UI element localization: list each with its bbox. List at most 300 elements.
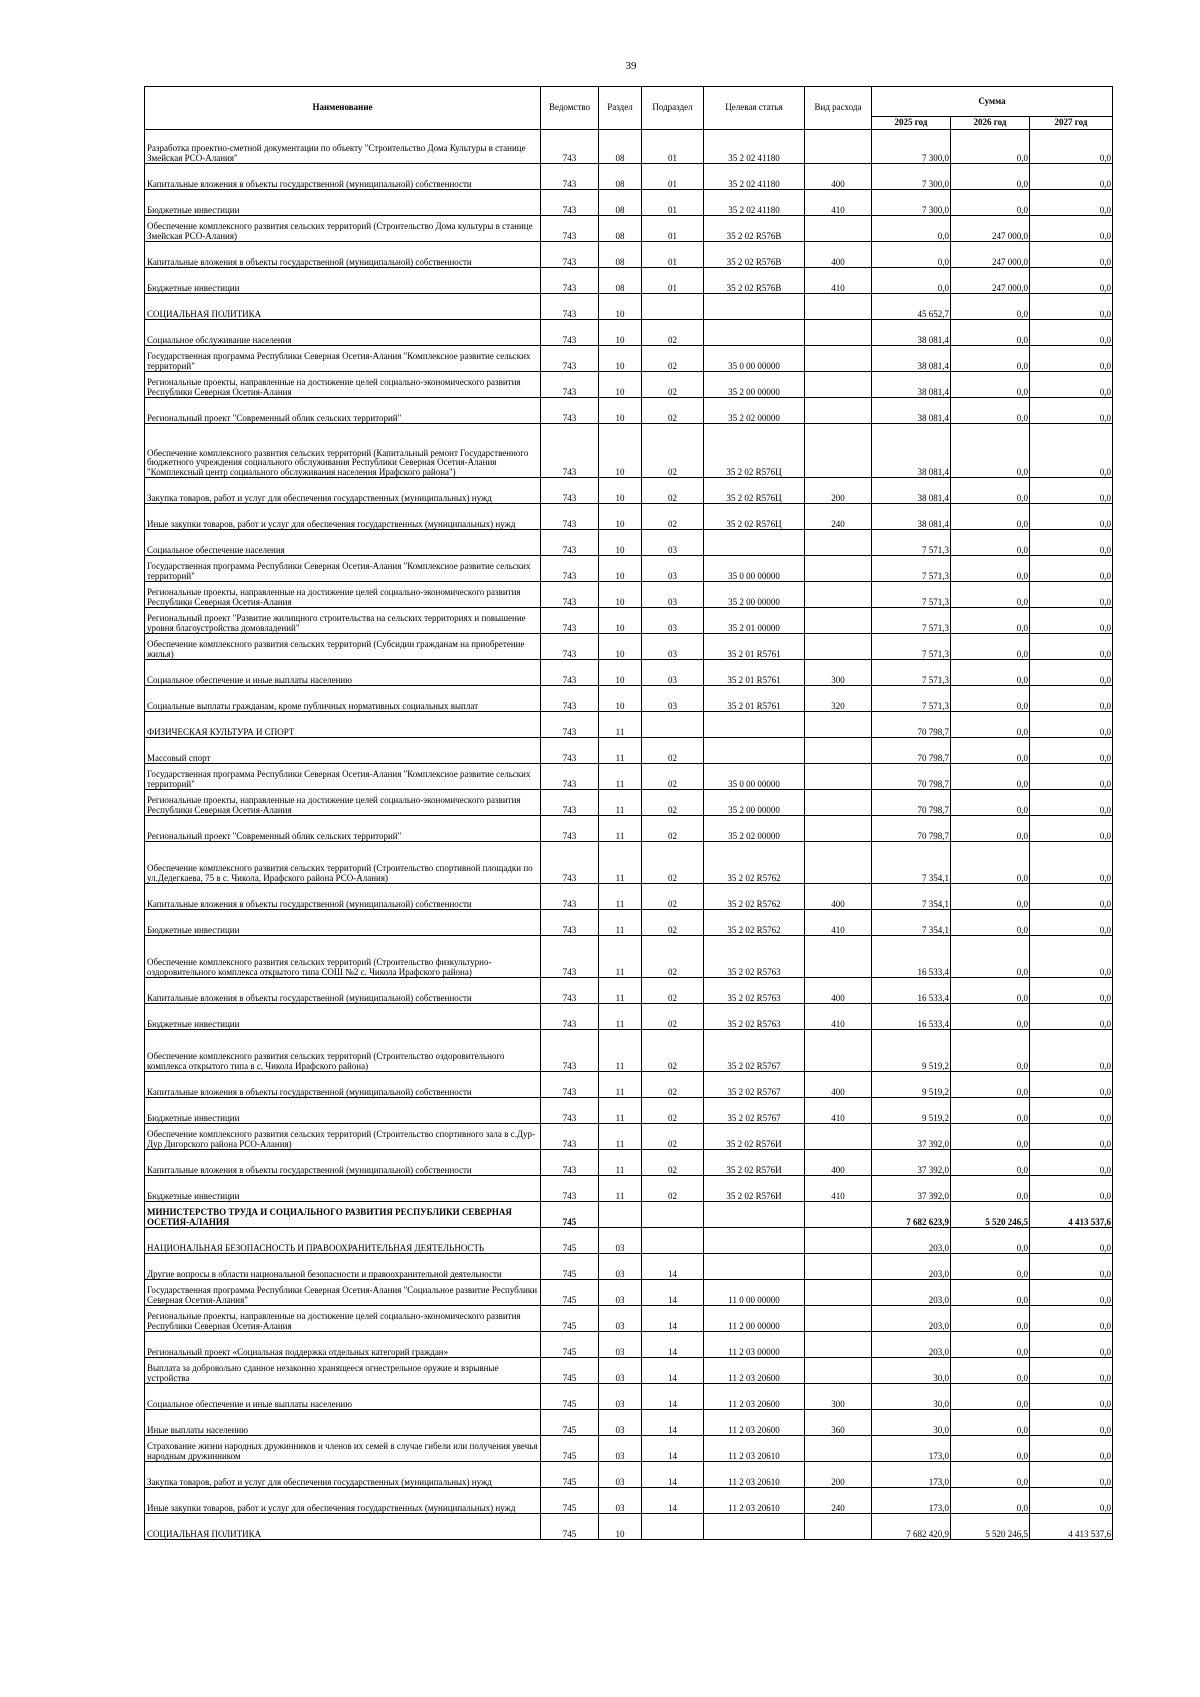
cell-vid-raskhoda — [805, 712, 872, 738]
cell-podrazdel: 14 — [642, 1358, 704, 1384]
table-row — [145, 1072, 1113, 1098]
cell-sum-2026: 0,0 — [951, 190, 1030, 216]
cell-sum-2026: 0,0 — [951, 1072, 1030, 1098]
cell-sum-2027: 0,0 — [1030, 1254, 1113, 1280]
cell-sum-2026: 247 000,0 — [951, 216, 1030, 242]
cell-name: Другие вопросы в области национальной безопасности и правоохранительной деятельности — [145, 1254, 541, 1280]
cell-sum-2027: 0,0 — [1030, 790, 1113, 816]
cell-vid-raskhoda — [805, 842, 872, 884]
cell-sum-2026: 0,0 — [951, 816, 1030, 842]
cell-sum-2026: 0,0 — [951, 346, 1030, 372]
cell-celevaya-statya — [704, 320, 805, 346]
cell-razdel: 11 — [599, 910, 642, 936]
table-row — [145, 842, 1113, 884]
cell-podrazdel: 02 — [642, 398, 704, 424]
cell-sum-2027: 0,0 — [1030, 1030, 1113, 1072]
cell-sum-2027: 0,0 — [1030, 842, 1113, 884]
cell-vid-raskhoda: 240 — [805, 504, 872, 530]
table-row — [145, 1514, 1113, 1540]
cell-celevaya-statya: 35 2 02 41180 — [704, 190, 805, 216]
cell-vid-raskhoda: 240 — [805, 1488, 872, 1514]
cell-sum-2027: 0,0 — [1030, 582, 1113, 608]
cell-vedomstvo: 743 — [541, 190, 599, 216]
table-row — [145, 504, 1113, 530]
cell-name: Обеспечение комплексного развития сельских территорий (Строительство физкультурно-оздоровительного комплекса открытого типа СОШ №2 с. Чикола Ирафского района) — [145, 936, 541, 978]
cell-podrazdel: 01 — [642, 190, 704, 216]
cell-vid-raskhoda: 200 — [805, 478, 872, 504]
cell-podrazdel: 14 — [642, 1306, 704, 1332]
cell-podrazdel: 02 — [642, 1098, 704, 1124]
cell-sum-2027: 0,0 — [1030, 738, 1113, 764]
cell-vedomstvo: 743 — [541, 1004, 599, 1030]
cell-podrazdel: 02 — [642, 320, 704, 346]
cell-sum-2025: 7 571,3 — [872, 634, 951, 660]
cell-name: Региональные проекты, направленные на достижение целей социально-экономического развития Республики Северная Осетия-Алания — [145, 790, 541, 816]
cell-razdel: 10 — [599, 608, 642, 634]
cell-sum-2025: 38 081,4 — [872, 424, 951, 478]
cell-razdel: 10 — [599, 320, 642, 346]
cell-sum-2027: 0,0 — [1030, 1436, 1113, 1462]
cell-razdel: 11 — [599, 1072, 642, 1098]
cell-razdel: 11 — [599, 884, 642, 910]
cell-podrazdel: 14 — [642, 1462, 704, 1488]
cell-vid-raskhoda: 300 — [805, 1384, 872, 1410]
cell-sum-2025: 7 571,3 — [872, 660, 951, 686]
cell-podrazdel: 03 — [642, 686, 704, 712]
header-podrazdel: Подраздел — [642, 87, 704, 130]
cell-name: Капитальные вложения в объекты государственной (муниципальной) собственности — [145, 242, 541, 268]
header-vedomstvo: Ведомство — [541, 87, 599, 130]
cell-vedomstvo: 745 — [541, 1488, 599, 1514]
cell-vedomstvo: 743 — [541, 320, 599, 346]
table-row — [145, 1202, 1113, 1228]
cell-sum-2025: 38 081,4 — [872, 504, 951, 530]
cell-sum-2025: 0,0 — [872, 216, 951, 242]
cell-podrazdel: 02 — [642, 1124, 704, 1150]
cell-sum-2026: 0,0 — [951, 936, 1030, 978]
cell-name: Социальное обеспечение и иные выплаты населению — [145, 660, 541, 686]
cell-sum-2027: 0,0 — [1030, 242, 1113, 268]
cell-sum-2025: 7 682 420,9 — [872, 1514, 951, 1540]
cell-podrazdel: 02 — [642, 978, 704, 1004]
cell-celevaya-statya: 35 2 02 41180 — [704, 130, 805, 164]
cell-name: Капитальные вложения в объекты государственной (муниципальной) собственности — [145, 164, 541, 190]
cell-sum-2027: 0,0 — [1030, 712, 1113, 738]
cell-razdel: 08 — [599, 164, 642, 190]
cell-sum-2026: 0,0 — [951, 712, 1030, 738]
cell-vid-raskhoda — [805, 608, 872, 634]
cell-sum-2027: 0,0 — [1030, 268, 1113, 294]
header-razdel: Раздел — [599, 87, 642, 130]
cell-vid-raskhoda — [805, 398, 872, 424]
cell-razdel: 10 — [599, 530, 642, 556]
cell-sum-2026: 247 000,0 — [951, 242, 1030, 268]
cell-sum-2026: 0,0 — [951, 842, 1030, 884]
cell-vedomstvo: 743 — [541, 478, 599, 504]
cell-name: Капитальные вложения в объекты государственной (муниципальной) собственности — [145, 1150, 541, 1176]
cell-vedomstvo: 745 — [541, 1384, 599, 1410]
cell-sum-2025: 203,0 — [872, 1332, 951, 1358]
cell-vedomstvo: 743 — [541, 1124, 599, 1150]
cell-razdel: 11 — [599, 1098, 642, 1124]
cell-name: Капитальные вложения в объекты государственной (муниципальной) собственности — [145, 978, 541, 1004]
cell-vid-raskhoda: 300 — [805, 660, 872, 686]
cell-razdel: 03 — [599, 1488, 642, 1514]
cell-sum-2026: 0,0 — [951, 978, 1030, 1004]
cell-sum-2025: 7 354,1 — [872, 884, 951, 910]
cell-razdel: 08 — [599, 242, 642, 268]
cell-razdel: 03 — [599, 1306, 642, 1332]
cell-vid-raskhoda — [805, 816, 872, 842]
cell-sum-2025: 70 798,7 — [872, 816, 951, 842]
cell-sum-2027: 0,0 — [1030, 216, 1113, 242]
cell-vedomstvo: 743 — [541, 816, 599, 842]
cell-razdel — [599, 1202, 642, 1228]
cell-celevaya-statya: 35 2 01 R5761 — [704, 660, 805, 686]
cell-razdel: 10 — [599, 582, 642, 608]
budget-table — [144, 86, 1113, 1540]
cell-vid-raskhoda: 400 — [805, 978, 872, 1004]
cell-sum-2026: 0,0 — [951, 1030, 1030, 1072]
cell-vedomstvo: 743 — [541, 424, 599, 478]
cell-vedomstvo: 745 — [541, 1202, 599, 1228]
table-row — [145, 530, 1113, 556]
cell-celevaya-statya: 35 2 02 R5763 — [704, 936, 805, 978]
cell-vid-raskhoda — [805, 1202, 872, 1228]
cell-name: Региональные проекты, направленные на достижение целей социально-экономического развития Республики Северная Осетия-Алания — [145, 372, 541, 398]
cell-vid-raskhoda: 400 — [805, 1072, 872, 1098]
header-name: Наименование — [145, 87, 541, 130]
cell-celevaya-statya — [704, 1514, 805, 1540]
cell-sum-2026: 0,0 — [951, 1280, 1030, 1306]
cell-sum-2027: 0,0 — [1030, 634, 1113, 660]
cell-vid-raskhoda — [805, 936, 872, 978]
table-row — [145, 1176, 1113, 1202]
cell-celevaya-statya: 35 2 02 R576Ц — [704, 478, 805, 504]
cell-sum-2025: 0,0 — [872, 268, 951, 294]
cell-vid-raskhoda — [805, 1254, 872, 1280]
table-row — [145, 478, 1113, 504]
cell-sum-2027: 0,0 — [1030, 504, 1113, 530]
cell-sum-2026: 0,0 — [951, 1384, 1030, 1410]
cell-celevaya-statya: 35 2 02 R576В — [704, 216, 805, 242]
cell-podrazdel: 01 — [642, 130, 704, 164]
cell-vedomstvo: 745 — [541, 1254, 599, 1280]
cell-celevaya-statya: 35 2 02 41180 — [704, 164, 805, 190]
cell-sum-2025: 173,0 — [872, 1462, 951, 1488]
cell-vedomstvo: 743 — [541, 634, 599, 660]
table-row — [145, 582, 1113, 608]
table-row — [145, 424, 1113, 478]
cell-vedomstvo: 745 — [541, 1514, 599, 1540]
cell-razdel: 03 — [599, 1462, 642, 1488]
cell-sum-2025: 37 392,0 — [872, 1124, 951, 1150]
cell-podrazdel: 14 — [642, 1384, 704, 1410]
cell-sum-2027: 0,0 — [1030, 398, 1113, 424]
cell-name: Региональные проекты, направленные на достижение целей социально-экономического развития Республики Северная Осетия-Алания — [145, 1306, 541, 1332]
cell-celevaya-statya: 35 2 00 00000 — [704, 582, 805, 608]
cell-sum-2026: 0,0 — [951, 320, 1030, 346]
cell-vedomstvo: 743 — [541, 1098, 599, 1124]
cell-podrazdel: 03 — [642, 660, 704, 686]
cell-razdel: 11 — [599, 738, 642, 764]
cell-sum-2025: 38 081,4 — [872, 346, 951, 372]
cell-vid-raskhoda — [805, 346, 872, 372]
cell-podrazdel: 01 — [642, 164, 704, 190]
cell-sum-2027: 0,0 — [1030, 346, 1113, 372]
table-row — [145, 660, 1113, 686]
cell-vedomstvo: 743 — [541, 1150, 599, 1176]
cell-vedomstvo: 743 — [541, 582, 599, 608]
cell-podrazdel: 02 — [642, 1030, 704, 1072]
cell-vedomstvo: 743 — [541, 164, 599, 190]
cell-sum-2026: 0,0 — [951, 1488, 1030, 1514]
cell-vedomstvo: 743 — [541, 130, 599, 164]
cell-razdel: 08 — [599, 190, 642, 216]
cell-sum-2026: 0,0 — [951, 1462, 1030, 1488]
cell-sum-2026: 0,0 — [951, 1228, 1030, 1254]
cell-name: Обеспечение комплексного развития сельских территорий (Строительство спортивного зала в с.Дур-Дур Дигорского района РСО-Алания) — [145, 1124, 541, 1150]
cell-vid-raskhoda — [805, 738, 872, 764]
cell-sum-2025: 7 571,3 — [872, 530, 951, 556]
table-row — [145, 372, 1113, 398]
cell-celevaya-statya: 35 2 01 R5761 — [704, 686, 805, 712]
cell-vedomstvo: 743 — [541, 268, 599, 294]
cell-razdel: 11 — [599, 816, 642, 842]
cell-razdel: 11 — [599, 1124, 642, 1150]
cell-sum-2027: 4 413 537,6 — [1030, 1202, 1113, 1228]
cell-sum-2025: 7 300,0 — [872, 164, 951, 190]
cell-celevaya-statya — [704, 738, 805, 764]
cell-celevaya-statya: 35 0 00 00000 — [704, 556, 805, 582]
cell-vedomstvo: 745 — [541, 1306, 599, 1332]
cell-name: Государственная программа Республики Северная Осетия-Алания "Комплексное развитие сельских территорий" — [145, 556, 541, 582]
cell-podrazdel: 02 — [642, 478, 704, 504]
table-row — [145, 1436, 1113, 1462]
table-row — [145, 268, 1113, 294]
cell-celevaya-statya: 11 2 03 00000 — [704, 1332, 805, 1358]
cell-podrazdel: 03 — [642, 634, 704, 660]
cell-razdel: 10 — [599, 478, 642, 504]
cell-vedomstvo: 743 — [541, 398, 599, 424]
cell-name: Бюджетные инвестиции — [145, 268, 541, 294]
cell-sum-2027: 0,0 — [1030, 372, 1113, 398]
cell-vid-raskhoda: 400 — [805, 242, 872, 268]
cell-name: Государственная программа Республики Северная Осетия-Алания "Комплексное развитие сельских территорий" — [145, 346, 541, 372]
cell-sum-2026: 0,0 — [951, 424, 1030, 478]
table-row — [145, 1228, 1113, 1254]
cell-sum-2025: 9 519,2 — [872, 1072, 951, 1098]
cell-name: Бюджетные инвестиции — [145, 190, 541, 216]
cell-podrazdel: 03 — [642, 582, 704, 608]
cell-sum-2025: 7 354,1 — [872, 842, 951, 884]
cell-sum-2025: 38 081,4 — [872, 478, 951, 504]
header-year-2025: 2025 год — [872, 117, 951, 130]
cell-sum-2025: 16 533,4 — [872, 936, 951, 978]
cell-podrazdel: 02 — [642, 1176, 704, 1202]
cell-podrazdel: 03 — [642, 608, 704, 634]
table-row — [145, 1358, 1113, 1384]
cell-sum-2025: 9 519,2 — [872, 1030, 951, 1072]
cell-sum-2025: 203,0 — [872, 1306, 951, 1332]
cell-vid-raskhoda — [805, 1030, 872, 1072]
cell-sum-2026: 0,0 — [951, 504, 1030, 530]
cell-celevaya-statya: 11 2 03 20610 — [704, 1488, 805, 1514]
cell-sum-2025: 30,0 — [872, 1384, 951, 1410]
cell-vedomstvo: 743 — [541, 910, 599, 936]
table-row — [145, 712, 1113, 738]
cell-sum-2027: 0,0 — [1030, 1306, 1113, 1332]
cell-name: Закупка товаров, работ и услуг для обеспечения государственных (муниципальных) нужд — [145, 1462, 541, 1488]
cell-vid-raskhoda — [805, 1280, 872, 1306]
cell-sum-2026: 0,0 — [951, 164, 1030, 190]
cell-razdel: 11 — [599, 842, 642, 884]
cell-sum-2027: 0,0 — [1030, 1228, 1113, 1254]
cell-sum-2025: 203,0 — [872, 1280, 951, 1306]
cell-sum-2027: 0,0 — [1030, 164, 1113, 190]
cell-sum-2027: 0,0 — [1030, 1358, 1113, 1384]
page-number: 39 — [625, 60, 637, 72]
cell-name: Социальное обеспечение населения — [145, 530, 541, 556]
cell-podrazdel: 14 — [642, 1280, 704, 1306]
cell-razdel: 10 — [599, 686, 642, 712]
cell-sum-2026: 0,0 — [951, 1410, 1030, 1436]
cell-razdel: 11 — [599, 764, 642, 790]
cell-vedomstvo: 745 — [541, 1462, 599, 1488]
cell-podrazdel: 14 — [642, 1410, 704, 1436]
cell-celevaya-statya: 11 2 03 20600 — [704, 1410, 805, 1436]
cell-name: ФИЗИЧЕСКАЯ КУЛЬТУРА И СПОРТ — [145, 712, 541, 738]
cell-vid-raskhoda — [805, 582, 872, 608]
cell-sum-2025: 7 571,3 — [872, 686, 951, 712]
cell-podrazdel: 01 — [642, 268, 704, 294]
cell-razdel: 11 — [599, 1030, 642, 1072]
cell-vedomstvo: 743 — [541, 1176, 599, 1202]
cell-sum-2026: 0,0 — [951, 910, 1030, 936]
cell-podrazdel: 02 — [642, 884, 704, 910]
cell-sum-2026: 0,0 — [951, 608, 1030, 634]
cell-sum-2025: 7 300,0 — [872, 190, 951, 216]
cell-sum-2027: 0,0 — [1030, 936, 1113, 978]
cell-sum-2026: 0,0 — [951, 1254, 1030, 1280]
cell-name: Иные закупки товаров, работ и услуг для обеспечения государственных (муниципальных) нужд — [145, 1488, 541, 1514]
cell-celevaya-statya — [704, 1202, 805, 1228]
cell-vid-raskhoda — [805, 130, 872, 164]
cell-name: СОЦИАЛЬНАЯ ПОЛИТИКА — [145, 1514, 541, 1540]
cell-sum-2026: 0,0 — [951, 1332, 1030, 1358]
cell-vid-raskhoda — [805, 294, 872, 320]
cell-sum-2027: 0,0 — [1030, 130, 1113, 164]
cell-sum-2026: 0,0 — [951, 1306, 1030, 1332]
cell-celevaya-statya: 35 2 02 R5762 — [704, 842, 805, 884]
cell-celevaya-statya: 11 2 03 20600 — [704, 1384, 805, 1410]
cell-podrazdel: 02 — [642, 1072, 704, 1098]
cell-sum-2027: 0,0 — [1030, 660, 1113, 686]
cell-vedomstvo: 743 — [541, 242, 599, 268]
cell-name: Капитальные вложения в объекты государственной (муниципальной) собственности — [145, 1072, 541, 1098]
table-row — [145, 634, 1113, 660]
table-row — [145, 1332, 1113, 1358]
cell-name: Выплата за добровольно сданное незаконно хранящееся огнестрельное оружие и взрывные устройства — [145, 1358, 541, 1384]
cell-sum-2026: 0,0 — [951, 660, 1030, 686]
cell-sum-2026: 0,0 — [951, 1436, 1030, 1462]
cell-name: Региональный проект "Современный облик сельских территорий" — [145, 398, 541, 424]
cell-name: МИНИСТЕРСТВО ТРУДА И СОЦИАЛЬНОГО РАЗВИТИЯ РЕСПУБЛИКИ СЕВЕРНАЯ ОСЕТИЯ-АЛАНИЯ — [145, 1202, 541, 1228]
cell-name: Региональный проект "Современный облик сельских территорий" — [145, 816, 541, 842]
cell-sum-2025: 9 519,2 — [872, 1098, 951, 1124]
table-row — [145, 242, 1113, 268]
cell-sum-2027: 0,0 — [1030, 764, 1113, 790]
cell-sum-2027: 0,0 — [1030, 1280, 1113, 1306]
cell-celevaya-statya: 35 2 01 R5761 — [704, 634, 805, 660]
cell-razdel: 03 — [599, 1358, 642, 1384]
table-row — [145, 1124, 1113, 1150]
cell-razdel: 10 — [599, 346, 642, 372]
cell-sum-2027: 0,0 — [1030, 530, 1113, 556]
cell-vid-raskhoda: 400 — [805, 164, 872, 190]
cell-sum-2026: 0,0 — [951, 294, 1030, 320]
cell-name: Бюджетные инвестиции — [145, 1004, 541, 1030]
cell-name: Региональный проект «Социальная поддержка отдельных категорий граждан» — [145, 1332, 541, 1358]
table-row — [145, 216, 1113, 242]
cell-name: Капитальные вложения в объекты государственной (муниципальной) собственности — [145, 884, 541, 910]
cell-sum-2027: 0,0 — [1030, 1150, 1113, 1176]
table-row — [145, 816, 1113, 842]
cell-name: Обеспечение комплексного развития сельских территорий (Капитальный ремонт Государственного бюджетного учреждения социального обслуживания Республики Северная Осетия-Алания "Комплексный центр социального обслуживания населения Ирафского района") — [145, 424, 541, 478]
table-row — [145, 910, 1113, 936]
cell-celevaya-statya: 35 0 00 00000 — [704, 764, 805, 790]
cell-name: Бюджетные инвестиции — [145, 1098, 541, 1124]
cell-vedomstvo: 743 — [541, 372, 599, 398]
cell-celevaya-statya: 11 2 03 20610 — [704, 1436, 805, 1462]
cell-sum-2027: 0,0 — [1030, 978, 1113, 1004]
header-celevaya-statya: Целевая статья — [704, 87, 805, 130]
cell-sum-2026: 5 520 246,5 — [951, 1514, 1030, 1540]
cell-vid-raskhoda — [805, 372, 872, 398]
cell-razdel: 11 — [599, 1004, 642, 1030]
cell-name: Социальное обслуживание населения — [145, 320, 541, 346]
table-row — [145, 1384, 1113, 1410]
cell-vedomstvo: 743 — [541, 504, 599, 530]
cell-vid-raskhoda — [805, 1306, 872, 1332]
cell-podrazdel: 03 — [642, 530, 704, 556]
cell-sum-2025: 203,0 — [872, 1254, 951, 1280]
cell-celevaya-statya: 11 2 03 20610 — [704, 1462, 805, 1488]
cell-vid-raskhoda: 410 — [805, 1098, 872, 1124]
cell-celevaya-statya: 35 2 02 R576И — [704, 1124, 805, 1150]
cell-razdel: 11 — [599, 1150, 642, 1176]
cell-vid-raskhoda: 410 — [805, 910, 872, 936]
cell-podrazdel: 02 — [642, 738, 704, 764]
cell-sum-2026: 0,0 — [951, 530, 1030, 556]
table-row — [145, 1098, 1113, 1124]
cell-sum-2027: 0,0 — [1030, 1124, 1113, 1150]
cell-celevaya-statya — [704, 712, 805, 738]
cell-vid-raskhoda — [805, 1358, 872, 1384]
cell-razdel: 03 — [599, 1332, 642, 1358]
cell-sum-2025: 45 652,7 — [872, 294, 951, 320]
cell-vid-raskhoda: 360 — [805, 1410, 872, 1436]
cell-sum-2025: 16 533,4 — [872, 978, 951, 1004]
cell-name: СОЦИАЛЬНАЯ ПОЛИТИКА — [145, 294, 541, 320]
cell-vedomstvo: 745 — [541, 1436, 599, 1462]
cell-sum-2027: 0,0 — [1030, 1176, 1113, 1202]
table-row — [145, 884, 1113, 910]
cell-podrazdel: 02 — [642, 790, 704, 816]
table-row — [145, 190, 1113, 216]
table-body — [145, 130, 1113, 1540]
cell-vedomstvo: 743 — [541, 1030, 599, 1072]
